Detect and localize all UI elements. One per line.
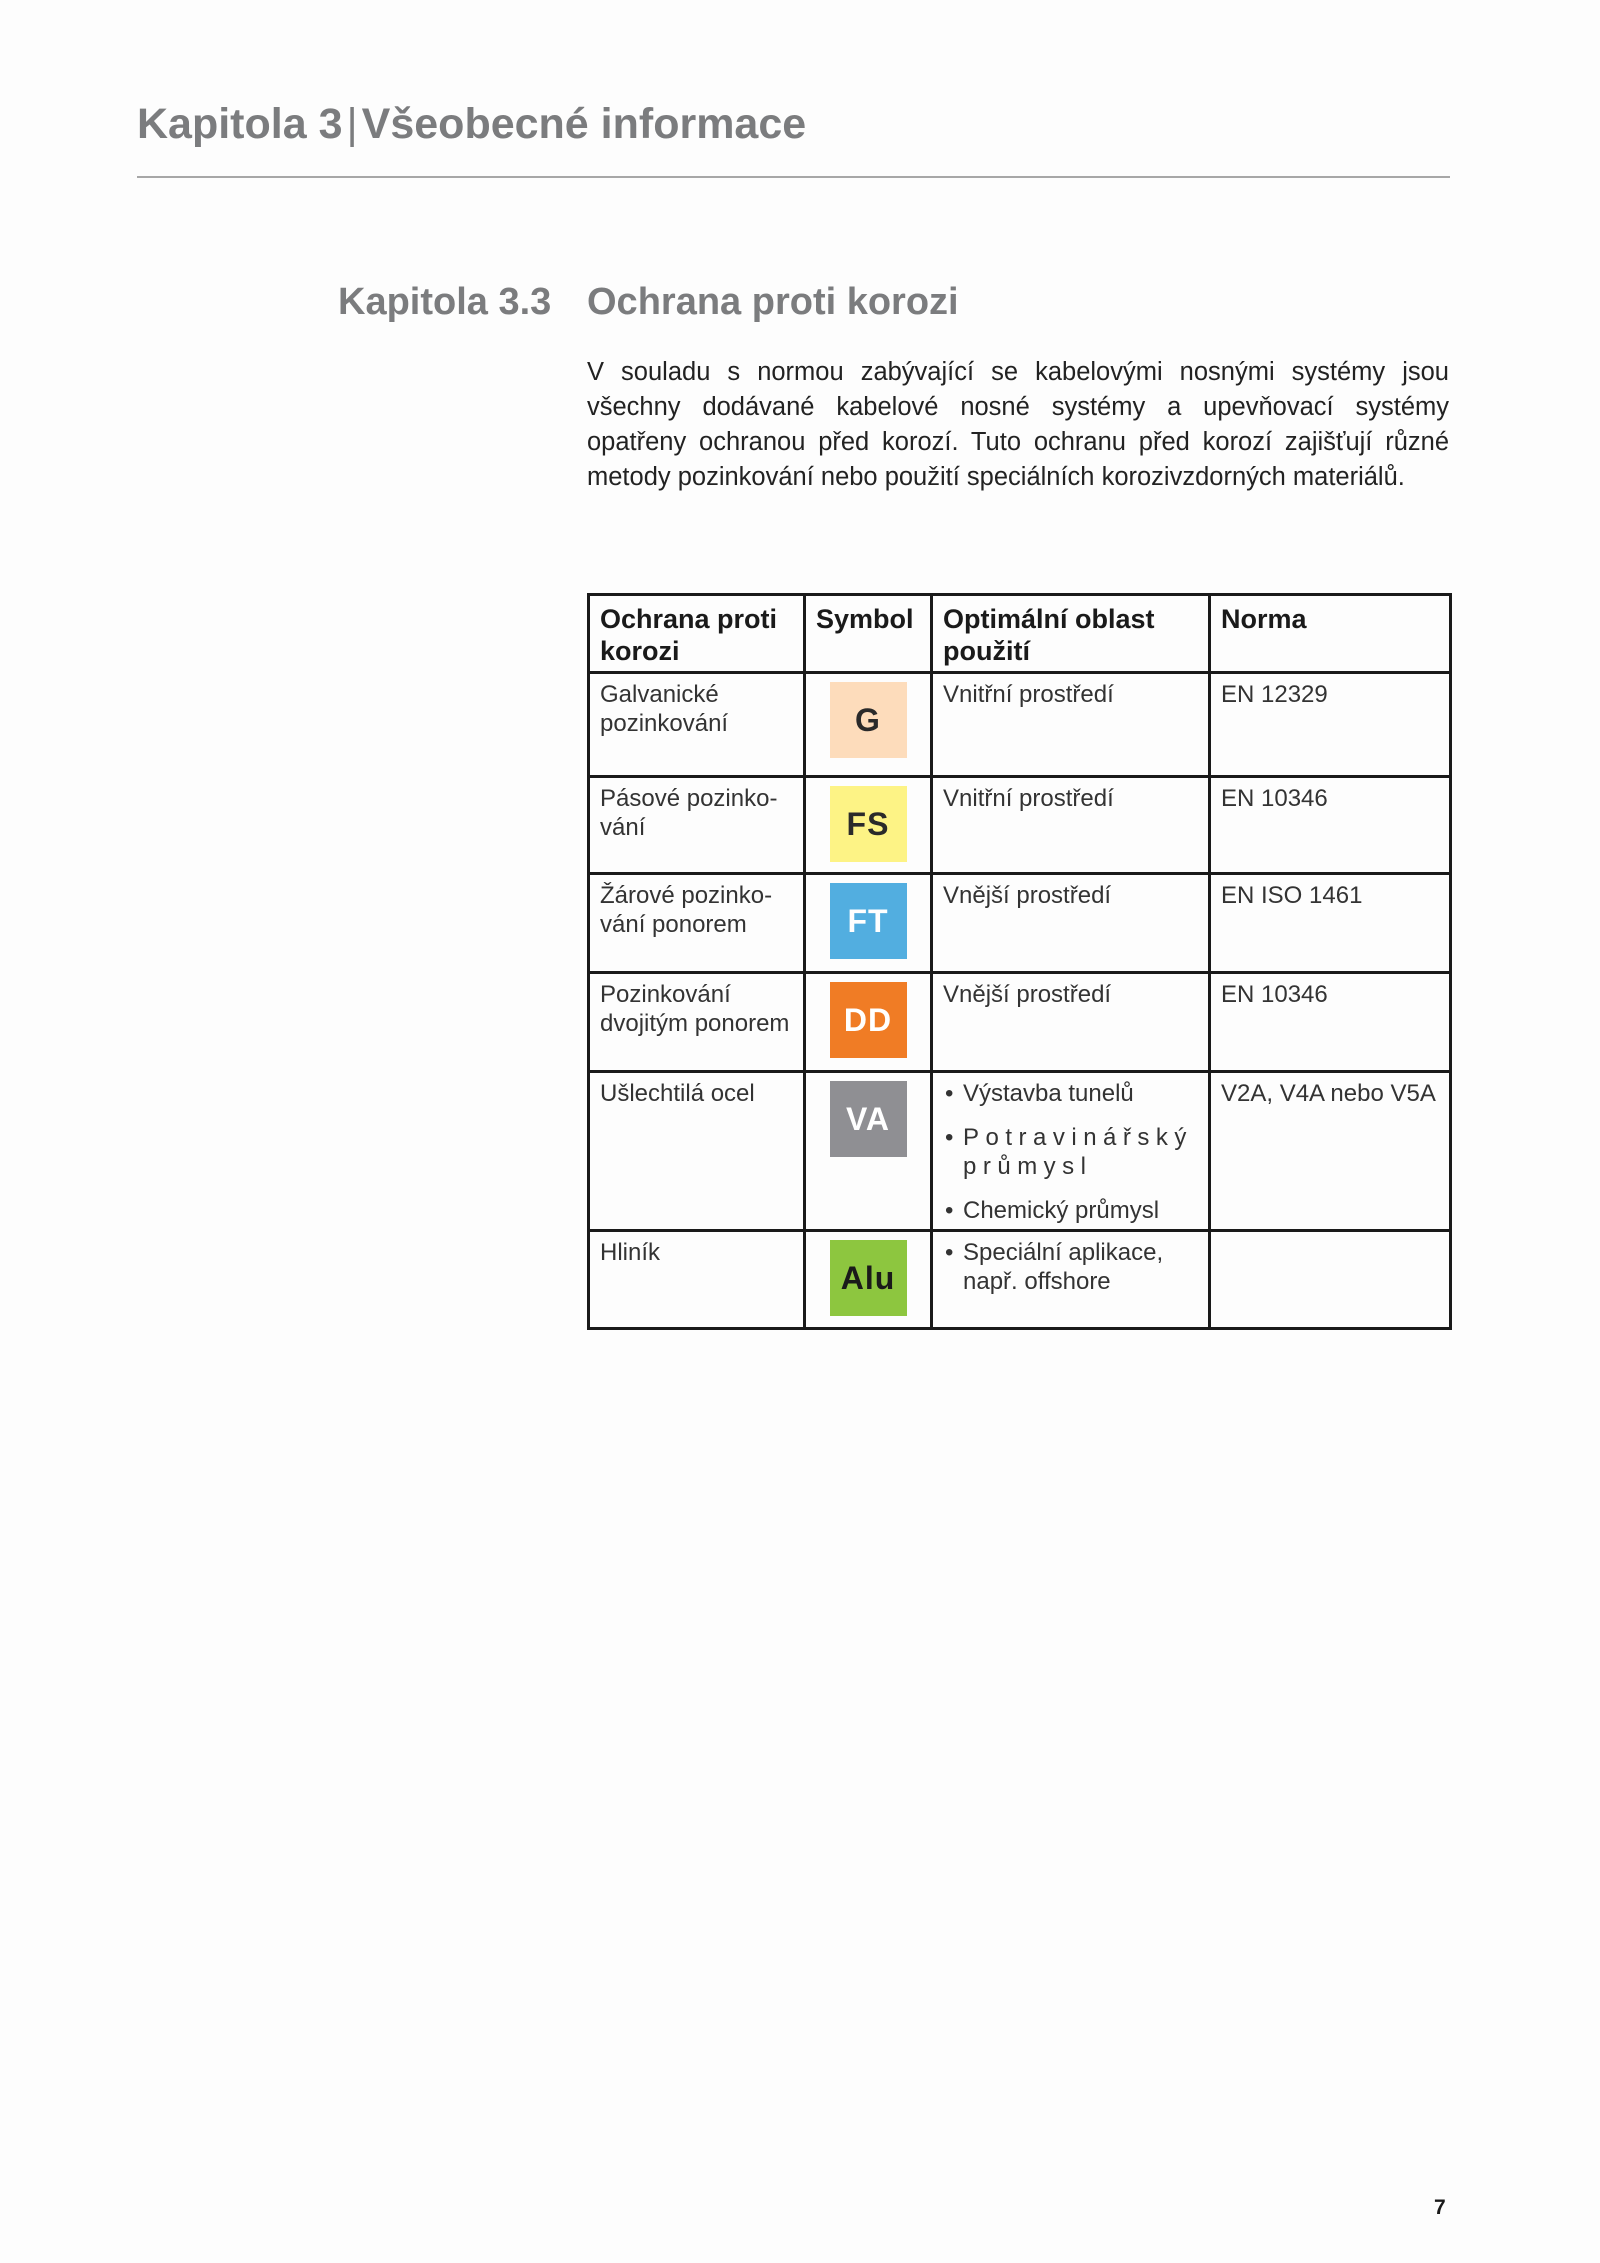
usage-cell (932, 1231, 1210, 1329)
table-row (589, 874, 1451, 973)
norm-cell: EN 10346 (1210, 973, 1451, 1072)
chapter-header (137, 100, 806, 149)
symbol-cell (805, 777, 932, 874)
table-row (589, 1072, 1451, 1231)
usage-cell: Vnější prostředí (932, 973, 1210, 1072)
symbol-badge: DD (830, 982, 907, 1058)
symbol-cell (805, 874, 932, 973)
norm-cell: EN ISO 1461 (1210, 874, 1451, 973)
table-header-row (589, 595, 1451, 673)
table-row (589, 673, 1451, 777)
norm-cell: EN 12329 (1210, 673, 1451, 777)
header-divider (137, 176, 1450, 178)
usage-cell: Vnitřní prostředí (932, 673, 1210, 777)
symbol-badge: FS (830, 786, 907, 862)
protection-cell: Galvanické pozinkování (589, 673, 805, 777)
usage-cell: Vnitřní prostředí (932, 777, 1210, 874)
usage-list-item: • Speciální aplikace, např. offshore (943, 1238, 1198, 1296)
section-title: Ochrana proti korozi (587, 281, 959, 323)
norm-cell: EN 10346 (1210, 777, 1451, 874)
symbol-badge: G (830, 682, 907, 758)
usage-list-item: • Potravinářský průmysl (943, 1123, 1198, 1181)
symbol-badge: VA (830, 1081, 907, 1157)
usage-cell (932, 1072, 1210, 1231)
symbol-cell (805, 1072, 932, 1231)
section-number: Kapitola 3.3 (338, 281, 552, 323)
usage-list (943, 1079, 1198, 1225)
symbol-badge: FT (830, 883, 907, 959)
header-usage: Optimální oblast použití (932, 595, 1210, 673)
table-row (589, 973, 1451, 1072)
symbol-cell (805, 1231, 932, 1329)
corrosion-protection-table (587, 593, 1452, 1330)
symbol-badge: Alu (830, 1240, 907, 1316)
symbol-cell (805, 973, 932, 1072)
symbol-cell (805, 673, 932, 777)
page-number: 7 (1434, 2196, 1446, 2219)
header-symbol: Symbol (805, 595, 932, 673)
protection-cell: Pozinkování dvojitým ponorem (589, 973, 805, 1072)
norm-cell: V2A, V4A nebo V5A (1210, 1072, 1451, 1231)
intro-paragraph: V souladu s normou zabývající se kabelovými nosnými systémy jsou všechny dodávané kabelové nosné systémy a upevňovací systémy opatřeny ochranou před korozí. Tuto ochranu před korozí zajišťují různé metody pozinkování nebo použití speciálních korozivzdorných materiálů. (587, 358, 1449, 491)
protection-cell: Žárové pozinko-vání ponorem (589, 874, 805, 973)
usage-list-item: • Chemický průmysl (943, 1196, 1198, 1225)
chapter-title: Všeobecné informace (361, 100, 807, 148)
usage-list (943, 1238, 1198, 1296)
usage-list-item: • Výstavba tunelů (943, 1079, 1198, 1108)
usage-cell: Vnější prostředí (932, 874, 1210, 973)
header-protection: Ochrana proti korozi (589, 595, 805, 673)
table-row (589, 777, 1451, 874)
header-norm: Norma (1210, 595, 1451, 673)
protection-cell: Pásové pozinko-vání (589, 777, 805, 874)
protection-cell: Ušlechtilá ocel (589, 1072, 805, 1231)
table-row (589, 1231, 1451, 1329)
chapter-label: Kapitola 3 (137, 100, 343, 148)
norm-cell (1210, 1231, 1451, 1329)
protection-cell: Hliník (589, 1231, 805, 1329)
header-separator: | (346, 100, 358, 148)
